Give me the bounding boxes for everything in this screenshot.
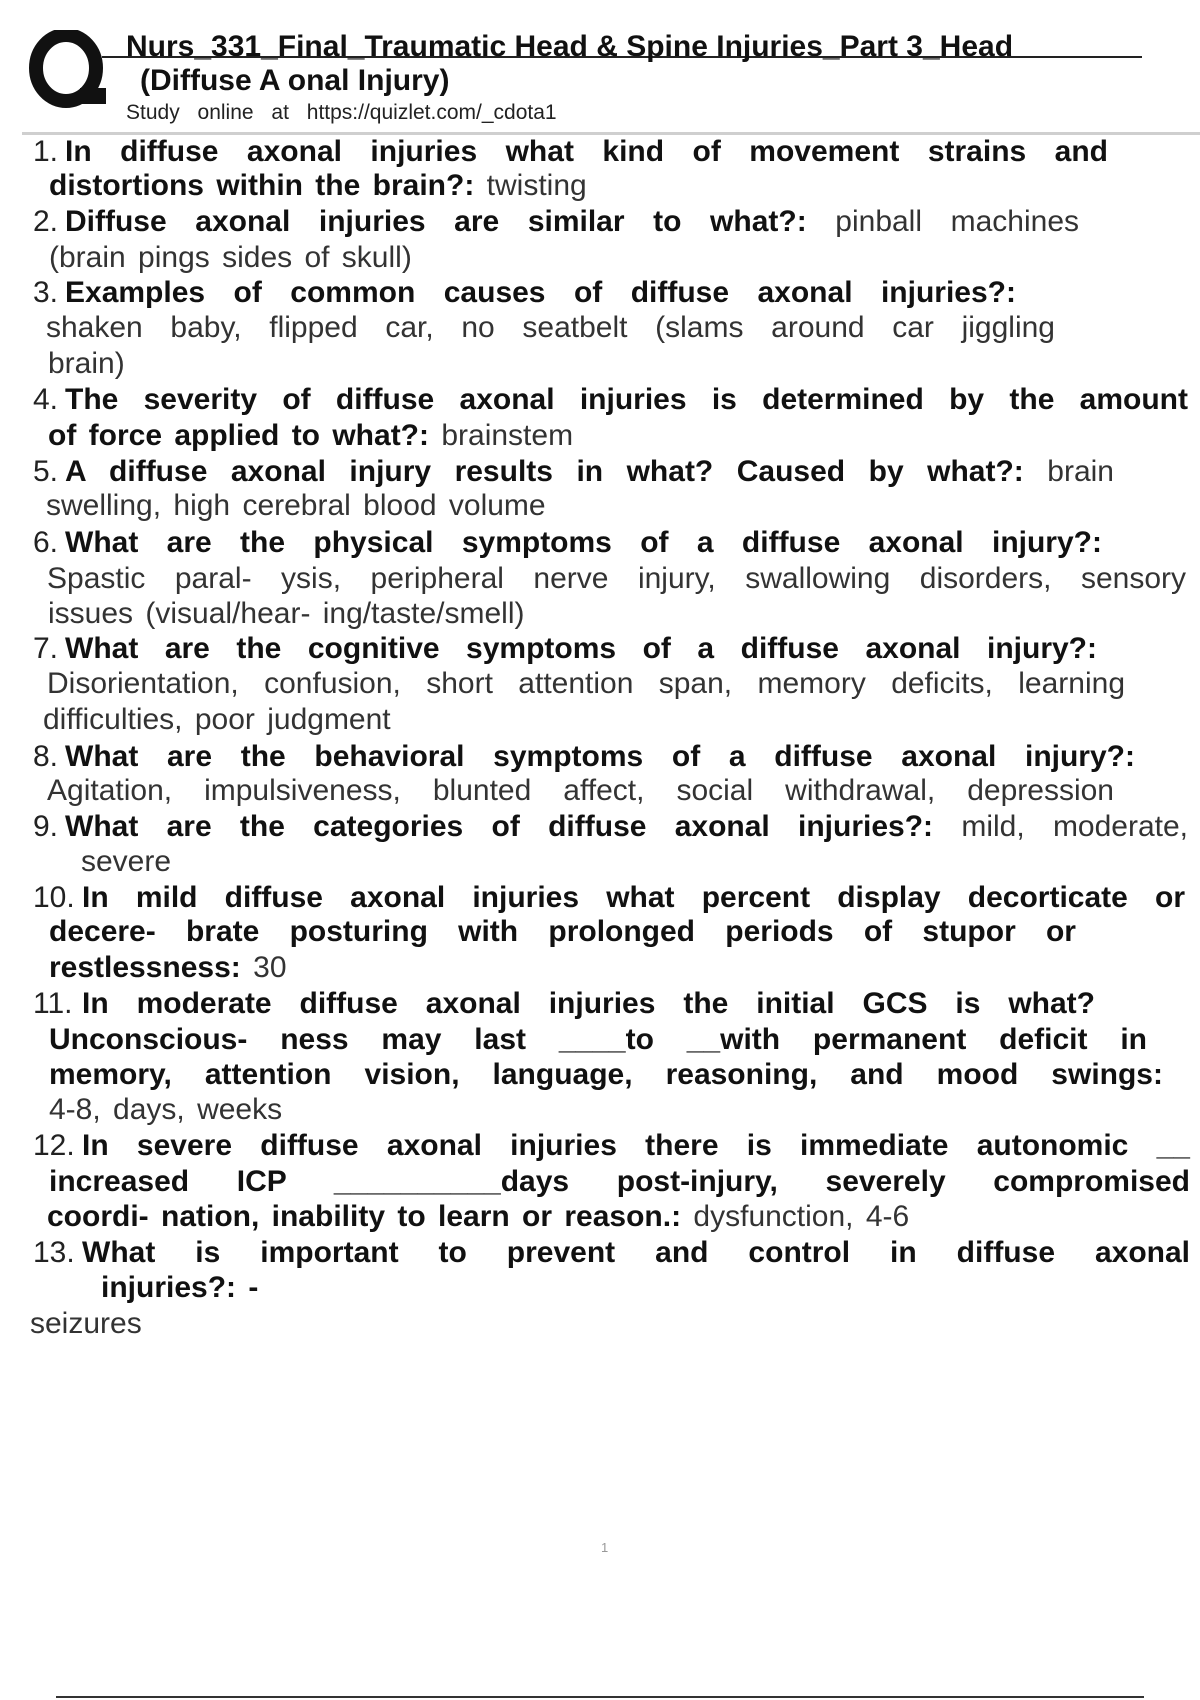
answer-text: brain bbox=[1047, 455, 1114, 488]
answer-text: (brain pings sides of skull) bbox=[49, 241, 412, 274]
item-number: 11. bbox=[33, 987, 73, 1020]
question-text: What are the cognitive symptoms of a diffuse axonal injury?: bbox=[65, 632, 1097, 665]
answer-text: swelling, high cerebral blood volume bbox=[46, 489, 546, 522]
flashcard-line bbox=[47, 1199, 909, 1235]
flashcard-line bbox=[47, 773, 1114, 809]
answer-text: dysfunction, 4-6 bbox=[693, 1200, 910, 1233]
question-text: of force applied to what?: bbox=[48, 419, 429, 452]
flashcard-line bbox=[30, 1306, 142, 1342]
question-text: decere- brate posturing with prolonged periods of stupor or bbox=[49, 915, 1076, 948]
answer-text: difficulties, poor judgment bbox=[43, 703, 391, 736]
flashcard-line bbox=[43, 702, 391, 738]
flashcard-line bbox=[49, 240, 412, 276]
answer-text: 30 bbox=[253, 951, 287, 984]
document-subtitle: (Diffuse A onal Injury) bbox=[140, 64, 450, 97]
item-number: 3. bbox=[33, 276, 59, 309]
flashcard-line bbox=[49, 950, 287, 986]
item-number: 5. bbox=[33, 455, 59, 488]
answer-text: brainstem bbox=[441, 419, 574, 452]
question-text: A diffuse axonal injury results in what? Caused by what?: bbox=[65, 455, 1024, 488]
question-text: Unconscious- ness may last ____to __with permanent deficit in bbox=[49, 1023, 1147, 1056]
flashcard-line bbox=[82, 986, 1095, 1022]
item-number: 10. bbox=[33, 881, 75, 914]
question-text: increased ICP __________days post-injury, severely compromised bbox=[49, 1165, 1190, 1198]
document-title: Nurs_331_Final_Traumatic Head & Spine Injuries_Part 3_Head bbox=[126, 30, 1014, 63]
footer-rule bbox=[56, 1696, 1144, 1698]
flashcard-line bbox=[65, 809, 1188, 845]
flashcard-line bbox=[101, 1270, 258, 1306]
question-text: In mild diffuse axonal injuries what percent display decorticate or bbox=[82, 881, 1185, 914]
flashcard-line bbox=[49, 1057, 1163, 1093]
answer-text: 4-8, days, weeks bbox=[49, 1093, 283, 1126]
study-online-link[interactable]: Study online at https://quizlet.com/_cdota1 bbox=[126, 101, 557, 124]
flashcard-line bbox=[49, 168, 587, 204]
question-text: Diffuse axonal injuries are similar to what?: bbox=[65, 205, 807, 238]
flashcard-line bbox=[49, 914, 1076, 950]
page-number: 1 bbox=[601, 1540, 609, 1555]
answer-text: issues (visual/hear- ing/taste/smell) bbox=[48, 597, 525, 630]
question-text: coordi- nation, inability to learn or reason.: bbox=[47, 1200, 682, 1233]
answer-text: seizures bbox=[30, 1307, 142, 1340]
question-text: What are the categories of diffuse axonal injuries?: bbox=[65, 810, 934, 843]
flashcard-line bbox=[49, 1022, 1147, 1058]
item-number: 2. bbox=[33, 205, 59, 238]
question-text: In diffuse axonal injuries what kind of movement strains and bbox=[65, 135, 1108, 168]
flashcard-line bbox=[49, 1164, 1190, 1200]
answer-text: shaken baby, flipped car, no seatbelt (slams around car jiggling bbox=[46, 311, 1055, 344]
flashcard-line bbox=[65, 134, 1108, 170]
question-text: memory, attention vision, language, reasoning, and mood swings: bbox=[49, 1058, 1163, 1091]
flashcard-line bbox=[46, 488, 546, 524]
item-number: 13. bbox=[33, 1236, 75, 1269]
answer-text: Agitation, impulsiveness, blunted affect, social withdrawal, depression bbox=[47, 774, 1114, 807]
item-number: 1. bbox=[33, 135, 59, 168]
item-number: 6. bbox=[33, 526, 59, 559]
question-text: In severe diffuse axonal injuries there is immediate autonomic __ bbox=[82, 1129, 1190, 1162]
flashcard-line bbox=[65, 382, 1188, 418]
flashcard-line bbox=[82, 1235, 1190, 1271]
flashcard-line bbox=[48, 418, 573, 454]
question-text: In moderate diffuse axonal injuries the initial GCS is what? bbox=[82, 987, 1095, 1020]
question-text: restlessness: bbox=[49, 951, 241, 984]
item-number: 8. bbox=[33, 740, 59, 773]
flashcard-line bbox=[65, 525, 1102, 561]
answer-text: Spastic paral- ysis, peripheral nerve injury, swallowing disorders, sensory bbox=[47, 562, 1186, 595]
flashcard-line bbox=[65, 275, 1016, 311]
item-number: 4. bbox=[33, 383, 59, 416]
answer-text: mild, moderate, bbox=[961, 810, 1189, 843]
question-text: What is important to prevent and control in diffuse axonal bbox=[82, 1236, 1190, 1269]
quizlet-logo bbox=[28, 30, 110, 112]
flashcard-line bbox=[49, 1092, 282, 1128]
flashcard-line bbox=[48, 346, 125, 382]
item-number: 7. bbox=[33, 632, 59, 665]
answer-text: severe bbox=[81, 845, 172, 878]
question-text: injuries?: - bbox=[101, 1271, 259, 1304]
answer-text: brain) bbox=[48, 347, 125, 380]
question-text: What are the physical symptoms of a diffuse axonal injury?: bbox=[65, 526, 1102, 559]
flashcard-line bbox=[48, 596, 525, 632]
question-text: Examples of common causes of diffuse axonal injuries?: bbox=[65, 276, 1016, 309]
answer-text: twisting bbox=[486, 169, 587, 202]
flashcard-line bbox=[65, 631, 1097, 667]
flashcard-line bbox=[65, 739, 1135, 775]
question-text: distortions within the brain?: bbox=[49, 169, 475, 202]
item-number: 9. bbox=[33, 810, 59, 843]
question-text: What are the behavioral symptoms of a diffuse axonal injury?: bbox=[65, 740, 1135, 773]
flashcard-line bbox=[82, 880, 1185, 916]
flashcard-line bbox=[82, 1128, 1190, 1164]
flashcard-line bbox=[65, 204, 1079, 240]
answer-text: Disorientation, confusion, short attention span, memory deficits, learning bbox=[47, 667, 1125, 700]
answer-text: pinball machines bbox=[835, 205, 1079, 238]
flashcard-line bbox=[47, 561, 1186, 597]
flashcard-line bbox=[65, 454, 1114, 490]
question-text: The severity of diffuse axonal injuries is determined by the amount bbox=[65, 383, 1188, 416]
flashcard-line bbox=[47, 666, 1125, 702]
flashcard-line bbox=[81, 844, 171, 880]
item-number: 12. bbox=[33, 1129, 75, 1162]
flashcard-line bbox=[46, 310, 1055, 346]
